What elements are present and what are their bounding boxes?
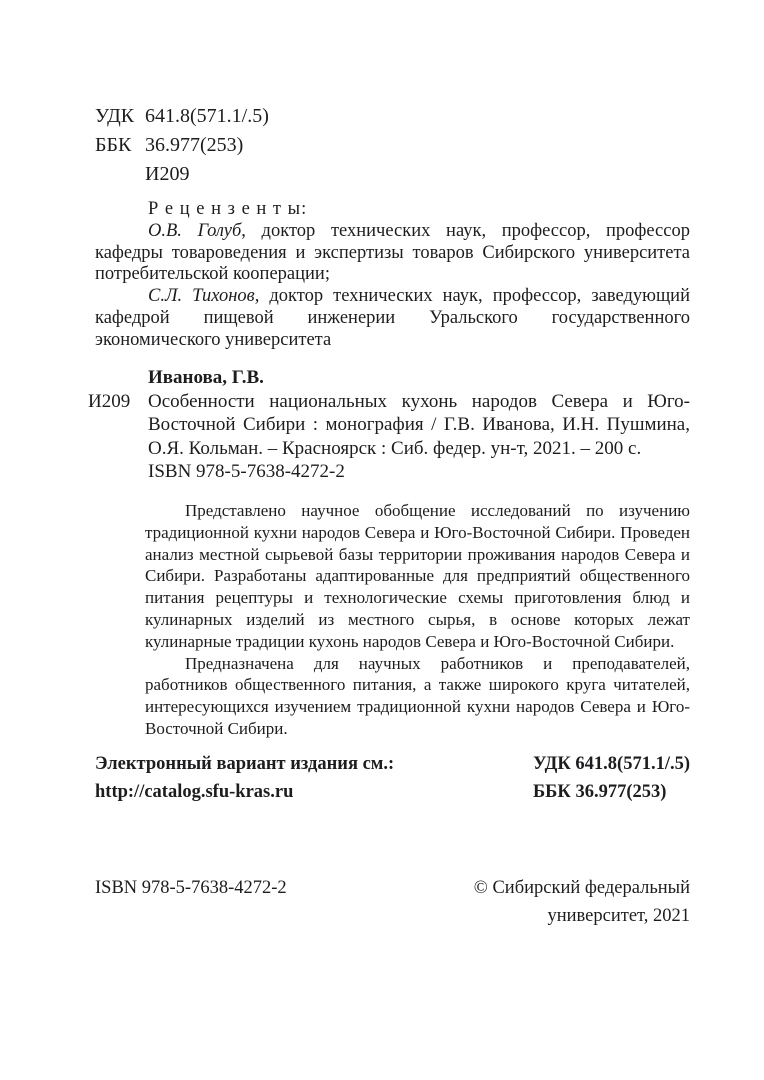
reviewer-item: [95, 286, 690, 351]
udk-value: 641.8(571.1/.5): [145, 105, 269, 127]
author-sign-row: [95, 160, 690, 189]
copyright-line1: © Сибирский федеральный: [473, 878, 690, 898]
bbk-value: 36.977(253): [145, 134, 244, 156]
reviewer-name: О.В. Голуб: [148, 220, 242, 241]
electronic-edition-codes: [533, 750, 690, 806]
catalog-author-sign: И209: [88, 390, 131, 412]
reviewers-section: [95, 199, 690, 352]
annotation-paragraph: Предназначена для научных работников и преподавателей, работников общественного питания, а также широкого круга читателей, интересующихся изучением традиционной кухни народов Севера и Юго-Восточной Сибири.: [145, 653, 690, 738]
catalog-isbn: ISBN 978-5-7638-4272-2: [148, 461, 345, 482]
annotation-section: [145, 500, 690, 740]
bbk-label: ББК: [95, 134, 132, 156]
reviewer-description: , доктор технических наук, профессор, профессор кафедры товароведения и экспертизы товаров Сибирского университета потребительской кооперации;: [95, 220, 690, 285]
udk-row: [95, 102, 690, 131]
electronic-bbk: ББК 36.977(253): [532, 782, 667, 802]
annotation-paragraph: Представлено научное обобщение исследований по изучению традиционной кухни народов Севера и Юго-Восточной Сибири. Проведен анализ местной сырьевой базы территории проживания народов Севера и Сибири. Разработаны адаптированные для предприятий общественного питания рецептуры и технологические схемы приготовления блюд и кулинарных изделий из местного сырья, в основе которых лежат кулинарные традиции кухонь народов Севера и Юго-Восточной Сибири.: [145, 501, 690, 651]
reviewer-description: , доктор технических наук, профессор, заведующий кафедрой пищевой инженерии Уральского государственного экономического университета: [95, 286, 690, 350]
electronic-udk: УДК 641.8(571.1/.5): [532, 754, 690, 774]
footer-section: [95, 874, 690, 930]
electronic-edition-note-block: [95, 750, 394, 806]
electronic-edition-url: http://catalog.sfu-kras.ru: [95, 782, 294, 802]
catalog-description: Особенности национальных кухонь народов Севера и Юго-Восточной Сибири : монография / Г.В. Иванова, И.Н. Пушмина, О.Я. Кольман. – Красноярск : Сиб. федер. ун-т, 2021. – 200 с.: [148, 390, 690, 459]
author-sign-spacer: [95, 160, 145, 189]
copyright-block: [474, 874, 690, 930]
udk-label: УДК: [95, 105, 135, 127]
reviewer-name: С.Л. Тихонов: [148, 286, 255, 307]
classification-block: [95, 102, 690, 189]
author-sign: И209: [145, 163, 190, 185]
author-heading: Иванова, Г.В.: [148, 367, 264, 388]
reviewer-item: [95, 221, 690, 286]
catalog-entry: [88, 390, 690, 461]
copyright-line2: университет, 2021: [547, 906, 690, 926]
reviewers-heading: Р е ц е н з е н т ы:: [148, 199, 308, 219]
catalog-entry-section: [88, 366, 690, 484]
bbk-row: [95, 131, 690, 160]
footer-isbn: ISBN 978-5-7638-4272-2: [95, 878, 287, 898]
electronic-edition-note: Электронный вариант издания см.:: [95, 754, 395, 774]
electronic-edition-section: [95, 750, 690, 806]
